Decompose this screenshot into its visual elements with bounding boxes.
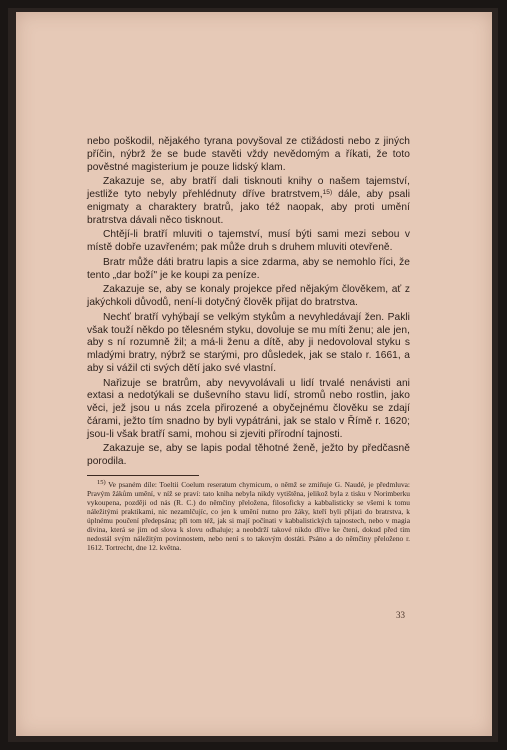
footnote-marker: 15) (97, 478, 106, 486)
paragraph (87, 176, 410, 227)
paragraph: Nechť bratří vyhýbají se velkým stykům a nevyhledávají žen. Pakli však touží někdo po tělesném styku, dovoluje se mu míti ženu; ale jen, aby s ní rozumně žil; a má-li ženu a dítě, aby ji nedovoloval styku s mladými bratry, nýbrž se starými, pro důsledek, jak se stalo r. 1661, a aby si vážil cti svých dětí jako své vlastní. (87, 311, 410, 374)
book-page (16, 12, 492, 736)
paragraph-text: dále, aby psali enigmaty a charaktery bratrů, jako též naopak, aby proti umění bratrstva dávali něco tisknout. (87, 189, 411, 226)
paragraph: Chtějí-li bratří mluviti o tajemství, musí býti sami mezi sebou v místě dobře uzavřeném; pak může druh s druhem mluviti otevřeně. (87, 229, 410, 253)
paragraph: Zakazuje se, aby se konaly projekce před nějakým člověkem, ať z jakýchkoli důvodů, není-li dotyčný člověk přijat do bratrstva. (87, 284, 410, 308)
paragraph: Nařizuje se bratrům, aby nevyvolávali u lidí trvalé nenávisti ani extasi a nedotýkali se duševního stavu lidí, stromů nebo rostlin, jako věci, jež jsou u nás zcela přirozené a obyčejnému člověku se zdají čárami, ježto tím snadno by byli vypátráni, jak se stalo v Římě r. 1620; jsou-li však bratří sami, mohou si zjeviti přírodní tajnosti. (87, 377, 410, 440)
footnote-divider (87, 475, 199, 476)
footnote-reference: 15) (322, 189, 333, 196)
body-text (87, 136, 410, 552)
paragraph: Bratr může dáti bratru lapis a sice zdarma, aby se nemohlo říci, že tento „dar boží" je ke koupi za peníze. (87, 256, 410, 281)
paragraph-text: Zakazuje se, aby bratří dali tisknouti knihy o našem tajemství, jestliže tyto nebyly přehlédnuty dříve bratrstvem, (87, 176, 410, 200)
footnote (87, 480, 410, 552)
footnote-text: Ve psaném díle: Toeltii Coelum reseratum chymicum, o němž se zmiňuje G. Naudé, je předmluva: Pravým žákům umění, v níž se praví: tato kniha nebyla nikdy vytištěna, jelikož byla z tisku v Norimberku vykoupena, později od nás (R. C.) do němčiny přeložena, filosoficky a kabbalisticky se všemi k tomu náležitými praktikami, nic nezamlčujíc, co jen k umění nutno pro žáky, kteří byli přijati do bratrstva, k úplnému poučení předepsána; při tom též, jak si mají počínati v kabbalistických tajnostech, nebo v magia divina, která se jim od slova k slovu odhaluje; a neobdrží takové nikdo dříve ke čtení, dokud před tím nedostál svým náležitým povinnostem, nebo není s to takovým dostáti. Psáno a do němčiny přeloženo r. 1612. Tortrecht, dne 12. května. (87, 479, 410, 553)
paragraph: Zakazuje se, aby se lapis podal těhotné ženě, ježto by předčasně porodila. (87, 443, 410, 467)
page-number: 33 (396, 610, 405, 620)
paragraph: nebo poškodil, nějakého tyrana povyšoval ze ctižádosti nebo z jiných příčin, nýbrž že se bude stavěti vždy nevědomým a říkati, že toto pověstné magisterium je pouze lidský klam. (87, 136, 410, 173)
